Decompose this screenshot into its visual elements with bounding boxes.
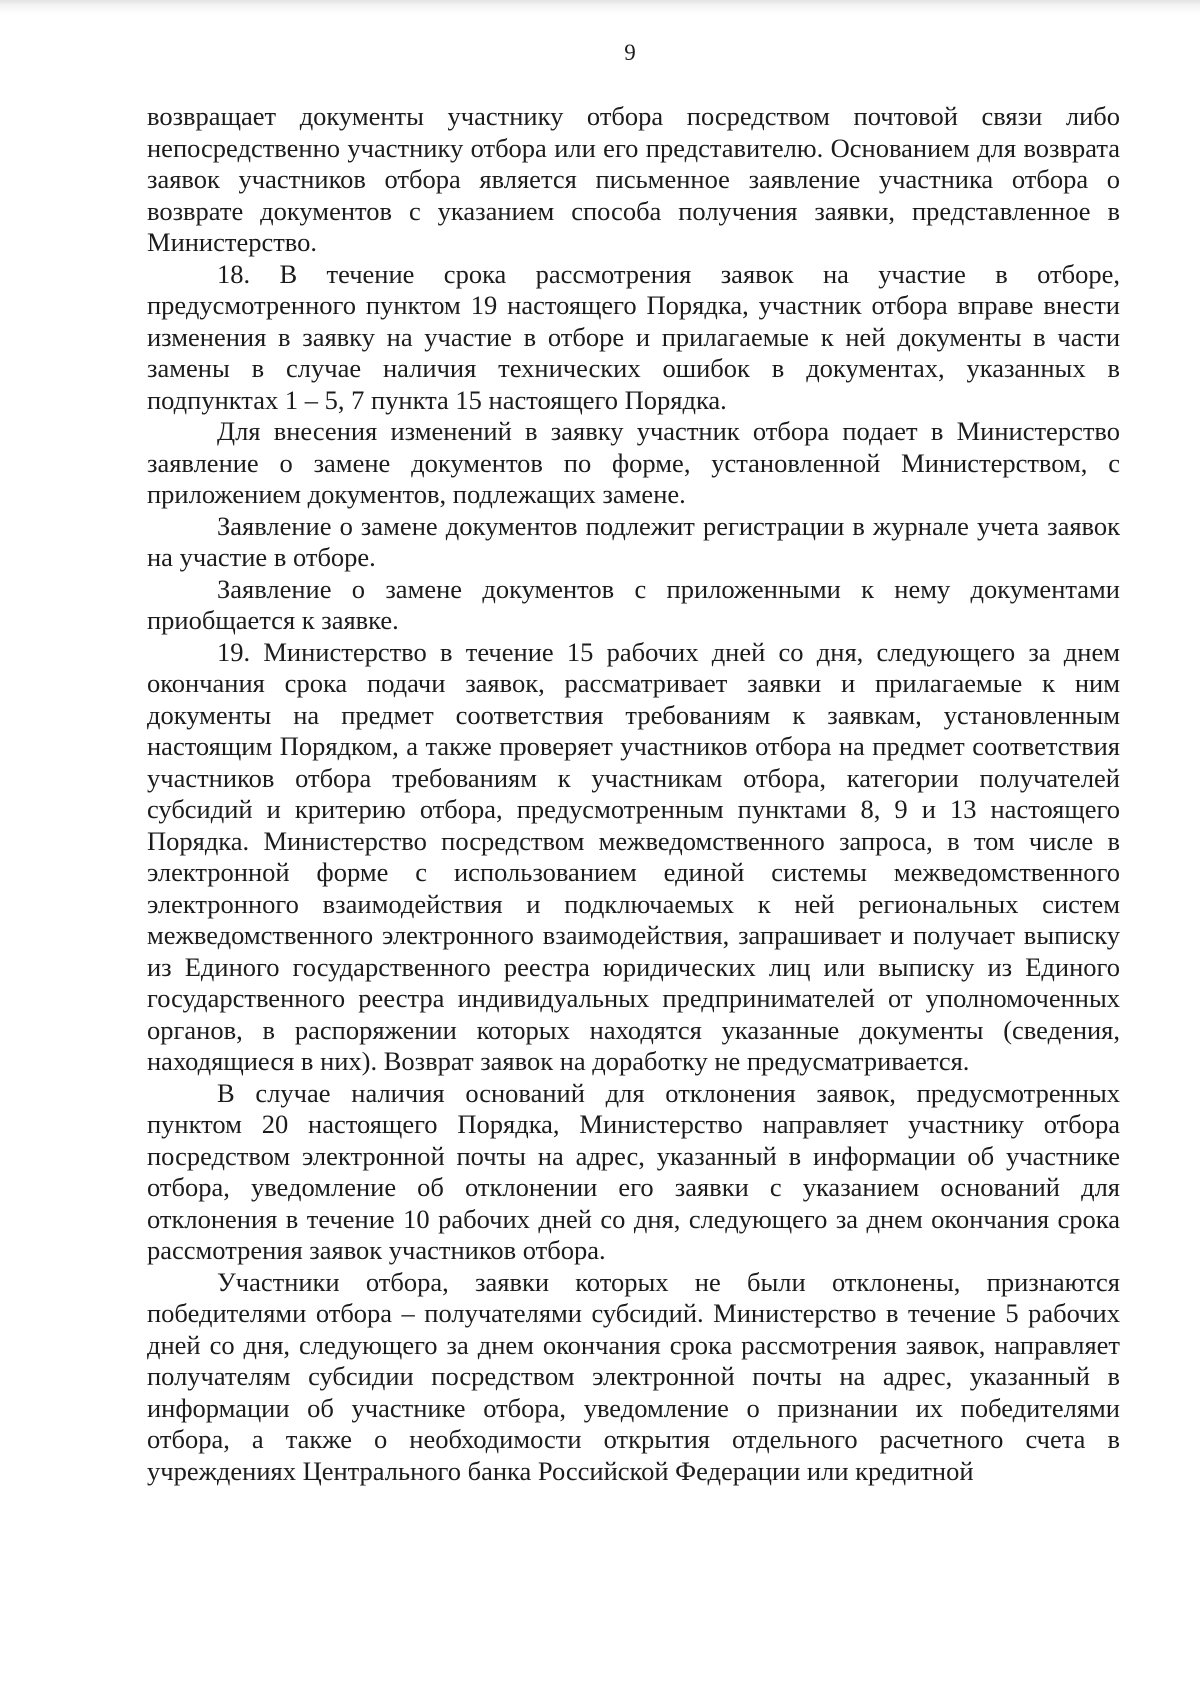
- page-number: 9: [624, 40, 636, 65]
- paragraph-winners: Участники отбора, заявки которых не были отклонены, признаются победителями отбора – получателями субсидий. Министерство в течение 5 рабочих дней со дня, следующего за днем окончания срока рассмотрения заявок, направляет получателям субсидии посредством электронной почты на адрес, указанный в информации об участнике отбора, уведомление о признании их победителями отбора, а также о необходимости открытия отдельного расчетного счета в учреждениях Центрального банка Российской Федерации или кредитной: [147, 1266, 1120, 1486]
- paragraph-rejection-notice: В случае наличия оснований для отклонения заявок, предусмотренных пунктом 20 настоящего Порядка, Министерство направляет участнику отбора посредством электронной почты на адрес, указанный в информации об участнике отбора, уведомление об отклонении его заявки с указанием оснований для отклонения в течение 10 рабочих дней со дня, следующего за днем окончания срока рассмотрения заявок участников отбора.: [147, 1077, 1120, 1265]
- paragraph-item-19: 19. Министерство в течение 15 рабочих дней со дня, следующего за днем окончания срока подачи заявок, рассматривает заявки и прилагаемые к ним документы на предмет соответствия требованиям к заявкам, установленным настоящим Порядком, а также проверяет участников отбора на предмет соответствия участников отбора требованиям к участникам отбора, категории получателей субсидий и критерию отбора, предусмотренным пунктами 8, 9 и 13 настоящего Порядка. Министерство посредством межведомственного запроса, в том числе в электронной форме с использованием единой системы межведомственного электронного взаимодействия и подключаемых к ней региональных систем межведомственного электронного взаимодействия, запрашивает и получает выписку из Единого государственного реестра юридических лиц или выписку из Единого государственного реестра индивидуальных предпринимателей от уполномоченных органов, в распоряжении которых находятся указанные документы (сведения, находящиеся в них). Возврат заявок на доработку не предусматривается.: [147, 636, 1120, 1076]
- paragraph-continuation: возвращает документы участнику отбора посредством почтовой связи либо непосредственно участнику отбора или его представителю. Основанием для возврата заявок участников отбора является письменное заявление участника отбора о возврате документов с указанием способа получения заявки, представленное в Министерство.: [147, 101, 1120, 257]
- paragraph-amendment-procedure: Для внесения изменений в заявку участник отбора подает в Министерство заявление о замене документов по форме, установленной Министерством, с приложением документов, подлежащих замене.: [147, 416, 1120, 509]
- paragraph-item-18: 18. В течение срока рассмотрения заявок на участие в отборе, предусмотренного пунктом 19 настоящего Порядка, участник отбора вправе внести изменения в заявку на участие в отборе и прилагаемые к ней документы в части замены в случае наличия технических ошибок в документах, указанных в подпунктах 1 – 5, 7 пункта 15 настоящего Порядка.: [147, 258, 1120, 415]
- paragraph-attachment: Заявление о замене документов с приложенными к нему документами приобщается к заявке.: [147, 573, 1120, 635]
- paragraph-registration: Заявление о замене документов подлежит регистрации в журнале учета заявок на участие в отборе.: [147, 510, 1120, 572]
- document-body: [147, 101, 1120, 1487]
